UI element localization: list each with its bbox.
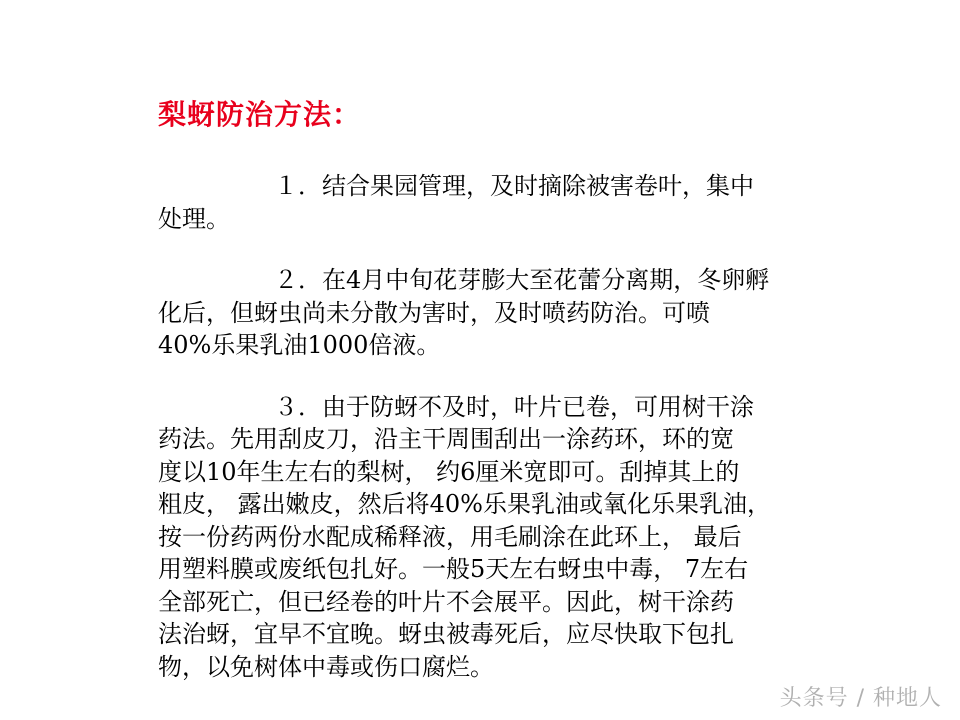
watermark: 头条号 / 种地人 xyxy=(779,686,942,711)
list-item-line: ２．在4月中旬花芽膨大至花蕾分离期，冬卵孵 xyxy=(274,266,770,294)
document-body xyxy=(158,170,818,712)
list-item-line: 粗皮， 露出嫩皮，然后将40%乐果乳油或氧化乐果乳油， xyxy=(158,490,771,518)
item-number: １． xyxy=(274,172,322,200)
list-item-line: 度以10年生左右的梨树， 约6厘米宽即可。刮掉其上的 xyxy=(158,457,740,486)
list-item-line: 法治蚜，宜早不宜晚。蚜虫被毒死后，应尽快取下包扎 xyxy=(158,620,734,648)
list-item-1 xyxy=(158,170,818,235)
list-item-line: 物，以免树体中毒或伤口腐烂。 xyxy=(158,652,494,681)
list-item-line: 药法。先用刮皮刀，沿主干周围刮出一涂药环，环的宽 xyxy=(158,425,734,453)
item-number: ３． xyxy=(274,392,322,421)
list-item-line: 处理。 xyxy=(158,204,230,233)
list-item-line: 化后，但蚜虫尚未分散为害时，及时喷药防治。可喷 xyxy=(158,298,710,327)
item-number: ２． xyxy=(274,266,322,294)
list-item-line: ３．由于防蚜不及时，叶片已卷，可用树干涂 xyxy=(274,392,754,421)
list-item-line: 40%乐果乳油1000倍液。 xyxy=(158,331,441,359)
list-item-line: １．结合果园管理，及时摘除被害卷叶，集中 xyxy=(274,172,754,200)
list-item-line: 全部死亡，但已经卷的叶片不会展平。因此，树干涂药 xyxy=(158,587,734,616)
list-item-line: 按一份药两份水配成稀释液，用毛刷涂在此环上， 最后 xyxy=(158,522,742,551)
list-item-2 xyxy=(158,264,818,362)
list-item-line: 用塑料膜或废纸包扎好。一般5天左右蚜虫中毒， 7左右 xyxy=(158,555,749,583)
list-item-3 xyxy=(158,391,818,684)
page-title: 梨蚜防治方法： xyxy=(158,98,362,131)
